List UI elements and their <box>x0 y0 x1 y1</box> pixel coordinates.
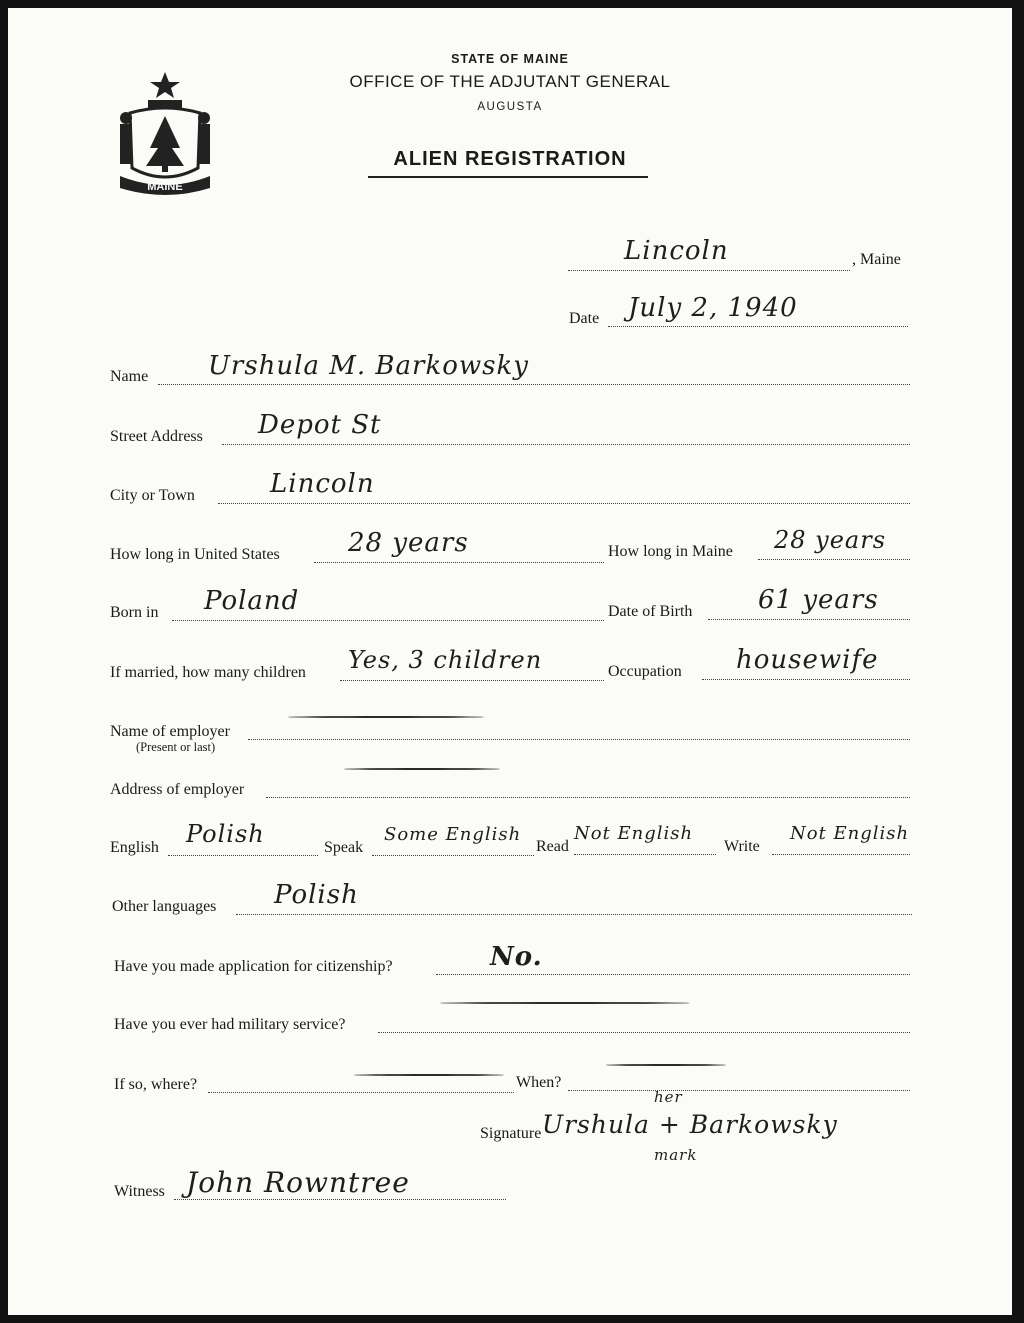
date-value: July 2, 1940 <box>628 293 798 323</box>
town-value: Lincoln <box>624 236 729 266</box>
city-value: Lincoln <box>270 469 375 499</box>
form-title: ALIEN REGISTRATION <box>393 148 627 170</box>
when-label: When? <box>516 1074 562 1091</box>
employer-note: (Present or last) <box>136 740 216 754</box>
born-in-value: Poland <box>204 586 300 616</box>
write-value: Not English <box>790 823 910 844</box>
occupation-label: Occupation <box>608 663 682 680</box>
citizenship-label: Have you made application for citizenship? <box>114 958 393 975</box>
write-label: Write <box>724 838 760 855</box>
where-dash <box>354 1074 504 1076</box>
street-label: Street Address <box>110 428 203 445</box>
witness-label: Witness <box>114 1183 165 1200</box>
how-long-maine-value: 28 years <box>774 526 887 554</box>
occupation-value: housewife <box>736 645 879 675</box>
citizenship-value: No. <box>490 942 543 972</box>
city-label: City or Town <box>110 487 195 504</box>
english-label: English <box>110 839 159 856</box>
maine-label: , Maine <box>852 251 901 268</box>
name-label: Name <box>110 368 149 385</box>
employer-dash <box>288 716 484 718</box>
how-long-us-value: 28 years <box>348 528 469 558</box>
employer-address-dash <box>344 768 500 770</box>
when-dash <box>606 1064 726 1066</box>
children-value: Yes, 3 children <box>348 646 543 674</box>
employer-address-label: Address of employer <box>110 781 245 798</box>
read-value: Not English <box>574 823 694 844</box>
born-in-label: Born in <box>110 604 159 621</box>
signature-mark: mark <box>654 1146 698 1164</box>
name-value: Urshula M. Barkowsky <box>208 351 529 381</box>
other-languages-label: Other languages <box>112 898 217 915</box>
speak-value: Some English <box>384 824 522 845</box>
how-long-us-label: How long in United States <box>110 546 280 563</box>
employer-label: Name of employer <box>110 723 230 740</box>
military-dash <box>440 1002 690 1004</box>
signature-label: Signature <box>480 1125 542 1142</box>
read-label: Read <box>536 838 569 855</box>
how-long-maine-label: How long in Maine <box>608 543 733 560</box>
registration-form <box>8 8 1012 1315</box>
other-languages-value: Polish <box>274 880 359 910</box>
children-label: If married, how many children <box>110 664 306 681</box>
where-label: If so, where? <box>114 1076 198 1093</box>
header-city: AUGUSTA <box>477 101 543 113</box>
signature-her: her <box>654 1088 683 1106</box>
seal-banner-text: MAINE <box>147 181 183 193</box>
english-value: Polish <box>186 820 265 848</box>
witness-value: John Rowntree <box>186 1166 410 1199</box>
military-label: Have you ever had military service? <box>114 1016 346 1033</box>
signature-value: Urshula + Barkowsky <box>542 1110 838 1139</box>
speak-label: Speak <box>324 839 364 856</box>
street-value: Depot St <box>258 410 382 440</box>
title-underline <box>368 176 648 178</box>
header-state: STATE OF MAINE <box>451 52 569 66</box>
dob-label: Date of Birth <box>608 603 693 620</box>
header-office: OFFICE OF THE ADJUTANT GENERAL <box>349 72 671 91</box>
dob-value: 61 years <box>758 585 879 615</box>
date-label: Date <box>569 310 600 327</box>
